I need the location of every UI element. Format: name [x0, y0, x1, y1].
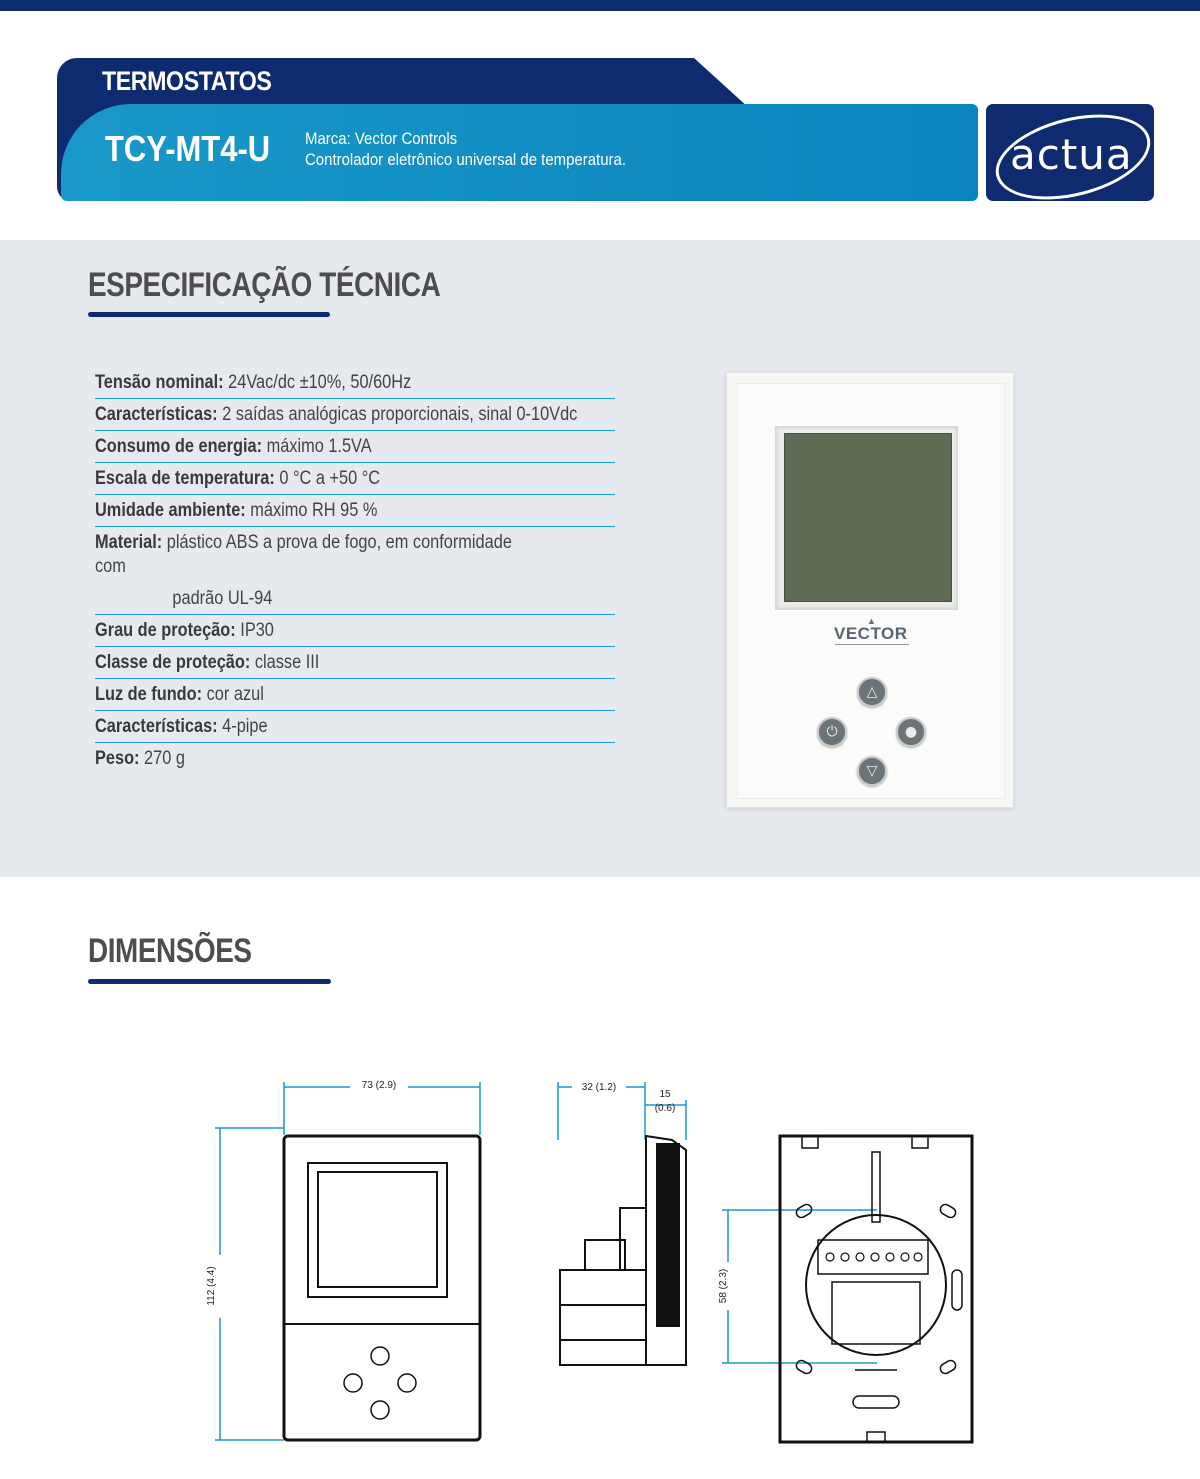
- spec-label: Tensão nominal:: [95, 372, 224, 393]
- front-view: [284, 1136, 480, 1440]
- spec-row-content: [95, 403, 578, 427]
- spec-title: ESPECIFICAÇÃO TÉCNICA: [88, 266, 441, 304]
- spec-row-content: [95, 531, 542, 611]
- logo-text: actua: [1010, 130, 1133, 179]
- spec-list: [95, 367, 615, 774]
- spec-label: Características:: [95, 716, 218, 737]
- spec-value: máximo RH 95 %: [250, 500, 378, 521]
- spec-label: Luz de fundo:: [95, 684, 203, 705]
- spec-row-content: [95, 619, 542, 643]
- model-name: TCY-MT4-U: [105, 128, 271, 169]
- dim-mount-label: 58 (2.3): [718, 1268, 729, 1304]
- side-view: [560, 1136, 686, 1365]
- vector-underline: [835, 644, 909, 645]
- spec-row: [95, 711, 615, 743]
- spec-row-content: [95, 467, 542, 491]
- spec-label: Características:: [95, 404, 218, 425]
- dim-depth-label: 32 (1.2): [581, 1082, 617, 1093]
- spec-value: cor azul: [206, 684, 264, 705]
- spec-value: 270 g: [144, 748, 185, 769]
- dimension-drawing: [0, 1060, 1200, 1479]
- up-arrow-icon: △: [857, 677, 887, 707]
- power-icon: ⏻: [817, 717, 847, 747]
- dim-depth2-label-b: (0.6): [654, 1103, 676, 1114]
- spec-label: Umidade ambiente:: [95, 500, 246, 521]
- spec-row-content: [95, 747, 542, 771]
- brand-text: Marca: Vector Controls: [305, 129, 458, 148]
- spec-value: 24Vac/dc ±10%, 50/60Hz: [228, 372, 412, 393]
- product-description: [305, 128, 626, 170]
- category-title: TERMOSTATOS: [102, 66, 272, 96]
- spec-value: classe III: [254, 652, 320, 673]
- spec-title-underline: [88, 312, 330, 317]
- spec-row: [95, 615, 615, 647]
- vector-brand-mark: VECTOR: [834, 624, 908, 643]
- spec-row: [95, 647, 615, 679]
- spec-row: [95, 399, 615, 431]
- spec-row-content: [95, 683, 542, 707]
- spec-row-content: [95, 499, 542, 523]
- spec-row-content: [95, 371, 542, 395]
- dimensions-title: DIMENSÕES: [88, 932, 252, 970]
- spec-value: 4-pipe: [222, 716, 268, 737]
- spec-value: IP30: [240, 620, 274, 641]
- spec-value: 0 °C a +50 °C: [279, 468, 381, 489]
- down-arrow-icon: ▽: [857, 756, 887, 786]
- spec-label: Classe de proteção:: [95, 652, 251, 673]
- spec-row: [95, 367, 615, 399]
- spec-label: Peso:: [95, 748, 140, 769]
- spec-value: plástico ABS a prova de fogo, em conformidade com: [95, 532, 512, 577]
- vector-triangle-icon: ▲: [867, 616, 876, 626]
- spec-row: [95, 743, 615, 774]
- dim-height-label: 112 (4.4): [206, 1266, 217, 1306]
- actua-logo: [986, 104, 1154, 201]
- spec-value: máximo 1.5VA: [266, 436, 372, 457]
- spec-row-content: [95, 651, 542, 675]
- dot-icon: ●: [896, 717, 926, 747]
- description-text: Controlador eletrônico universal de temperatura.: [305, 150, 626, 169]
- spec-row-content: [95, 435, 542, 459]
- dimensions-title-underline: [88, 979, 331, 984]
- spec-label: Escala de temperatura:: [95, 468, 275, 489]
- dim-width-label: 73 (2.9): [361, 1080, 397, 1091]
- dim-depth2-label-a: 15: [659, 1089, 671, 1100]
- top-stripe: [0, 0, 1200, 11]
- spec-row: [95, 527, 615, 615]
- lcd-screen: [784, 433, 952, 602]
- back-view: [780, 1136, 972, 1442]
- spec-label: Consumo de energia:: [95, 436, 263, 457]
- spec-row-content: [95, 715, 542, 739]
- spec-value: 2 saídas analógicas proporcionais, sinal 0-10Vdc: [222, 404, 578, 425]
- spec-row: [95, 495, 615, 527]
- spec-label: Material:: [95, 532, 163, 553]
- spec-row: [95, 463, 615, 495]
- spec-label: Grau de proteção:: [95, 620, 236, 641]
- spec-row: [95, 679, 615, 711]
- spec-value-line2: padrão UL-94: [172, 588, 273, 609]
- spec-row: [95, 431, 615, 463]
